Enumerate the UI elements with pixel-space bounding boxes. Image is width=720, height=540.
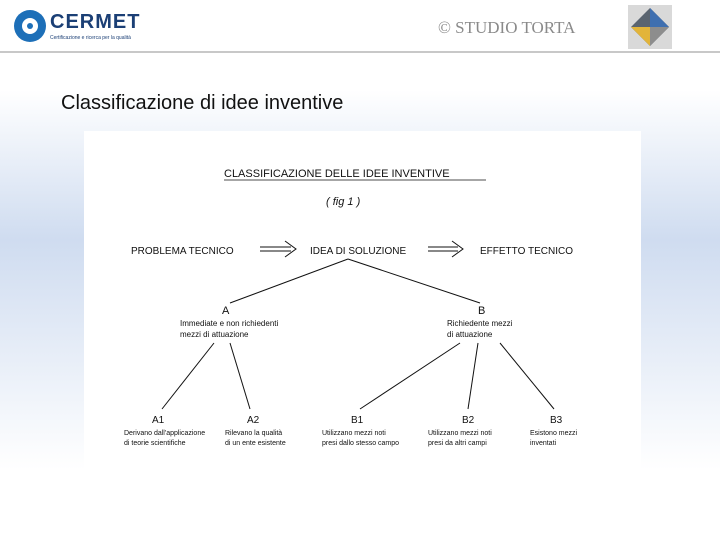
node-b2-desc-2: presi da altri campi bbox=[428, 440, 487, 447]
flow-solution: IDEA DI SOLUZIONE bbox=[310, 246, 407, 257]
branch-line-b bbox=[348, 259, 480, 303]
arrow-solution-to-effect bbox=[428, 241, 463, 257]
node-a1-desc-2: di teorie scientifiche bbox=[124, 440, 186, 447]
node-b1-desc-1: Utilizzano mezzi noti bbox=[322, 430, 386, 437]
node-a-label: A bbox=[222, 305, 230, 317]
node-b3-desc-1: Esistono mezzi bbox=[530, 430, 578, 437]
flow-effect: EFFETTO TECNICO bbox=[480, 246, 573, 257]
copyright-text: © STUDIO TORTA bbox=[438, 18, 576, 37]
cermet-logo bbox=[14, 8, 154, 44]
figure-label: ( fig 1 ) bbox=[326, 196, 361, 208]
node-b3-desc-2: inventati bbox=[530, 440, 557, 447]
branch-line-a1 bbox=[162, 343, 214, 409]
node-a1-label: A1 bbox=[152, 415, 165, 426]
slide-title: Classificazione di idee inventive bbox=[61, 92, 344, 114]
arrow-problem-to-solution bbox=[260, 241, 296, 257]
node-b2-desc-1: Utilizzano mezzi noti bbox=[428, 430, 492, 437]
branch-line-a bbox=[230, 259, 348, 303]
cermet-logo-tagline: Certificazione e ricerca per la qualità bbox=[50, 35, 131, 41]
branch-line-b1 bbox=[360, 343, 460, 409]
node-a2-desc-2: di un ente esistente bbox=[225, 440, 286, 447]
scanned-diagram bbox=[84, 131, 641, 492]
node-b-desc-1: Richiedente mezzi bbox=[447, 319, 513, 328]
cermet-logo-word: CERMET bbox=[50, 11, 141, 33]
node-b1-desc-2: presi dallo stesso campo bbox=[322, 440, 400, 447]
node-a-desc-2: mezzi di attuazione bbox=[180, 330, 249, 339]
node-a2-label: A2 bbox=[247, 415, 260, 426]
node-b1-label: B1 bbox=[351, 415, 364, 426]
slide-header bbox=[0, 0, 720, 52]
diagram-heading: CLASSIFICAZIONE DELLE IDEE INVENTIVE bbox=[224, 168, 450, 180]
flow-problem: PROBLEMA TECNICO bbox=[131, 246, 234, 257]
branch-line-a2 bbox=[230, 343, 250, 409]
node-a-desc-1: Immediate e non richiedenti bbox=[180, 319, 279, 328]
node-a1-desc-1: Derivano dall'applicazione bbox=[124, 430, 206, 437]
branch-line-b3 bbox=[500, 343, 554, 409]
node-b-desc-2: di attuazione bbox=[447, 330, 493, 339]
cermet-logo-icon bbox=[14, 10, 46, 42]
node-b-label: B bbox=[478, 305, 486, 317]
branch-line-b2 bbox=[468, 343, 478, 409]
node-b2-label: B2 bbox=[462, 415, 475, 426]
studio-torta-logo-icon bbox=[628, 5, 672, 49]
node-a2-desc-1: Rilevano la qualità bbox=[225, 430, 283, 437]
node-b3-label: B3 bbox=[550, 415, 563, 426]
header-divider bbox=[0, 51, 720, 53]
